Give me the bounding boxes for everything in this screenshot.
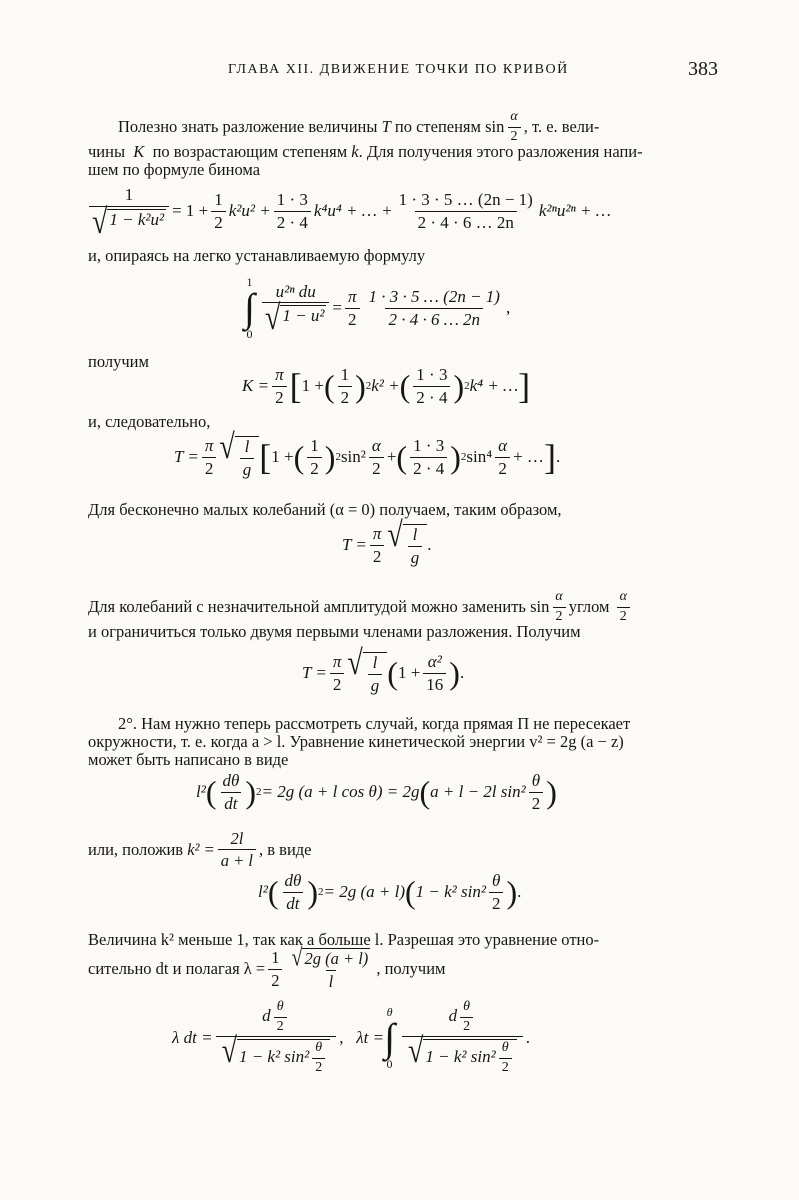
eq-term: k⁴u⁴ + … + [313,201,393,221]
eq-term: 1 − k² sin² [238,1047,310,1067]
frac-num: 1 [340,365,350,384]
frac-num: 2l [230,829,244,848]
equation-T-approx [302,644,465,695]
paren-open: ( [396,439,408,476]
upper-limit: θ [386,1004,393,1019]
frac-num: 1 · 3 · 5 … (2n − 1) [368,286,500,306]
frac-num: θ [531,771,541,790]
frac-num: θ [463,999,471,1014]
bracket-close: ] [543,437,556,478]
frac-den: 2 [268,969,282,989]
chapter-header: ГЛАВА XII. ДВИЖЕНИЕ ТОЧКИ ПО КРИВОЙ [228,62,569,77]
equation-T-small [342,516,432,567]
frac-num: θ [315,1040,323,1056]
radical-sign: √ [219,428,235,467]
frac-num: α [619,589,627,604]
eq-term: sin² [340,447,366,467]
eq-term: T = [174,447,199,467]
eq-term: = 2g (a + l) [323,882,405,902]
para6-line2: и ограничиться только двумя первыми членами разложения. Получим [88,622,581,641]
frac-den: 2 [307,457,322,478]
frac-num: l [412,525,418,544]
fraction [268,949,282,989]
text-run: чины [88,142,126,161]
text-run: по возрастающим степеням [152,142,348,161]
para1-line1 [118,110,599,144]
sqrt [92,202,166,242]
sqrt [219,428,259,479]
frac-den: g [368,674,383,695]
text-run: , получим [376,959,446,979]
radicand [235,436,260,479]
frac-num: α [555,589,563,604]
frac-den: 2 [312,1058,325,1076]
eq-term: l² [196,782,206,802]
frac-den: 2 [529,792,544,813]
eq-term: 1 + [301,376,324,396]
eq-term: k² = [187,839,215,859]
text8-line [88,830,312,870]
frac-num: α [498,436,508,455]
radical-sign: √ [92,202,108,242]
eq-term: + [386,447,397,467]
lower-limit: 0 [246,327,253,341]
bracket-open: [ [259,437,272,478]
var-K: K [133,142,145,161]
fraction [617,590,630,624]
frac-num: 1 [124,185,134,204]
frac-den: 16 [423,673,446,694]
frac-num: π [275,365,284,384]
frac-den: 2 [202,457,217,478]
fraction [330,653,345,694]
sqrt [291,944,370,972]
eq-term: k²ⁿu²ⁿ + … [538,201,611,221]
frac-num: π [372,524,382,543]
fraction [423,653,446,694]
paren-open: ( [293,439,305,476]
eq-term: 1 − k² sin² [415,882,486,902]
eq-term: λ dt = [172,1027,213,1047]
fraction [402,1000,523,1076]
text-run: по степеням [394,117,481,137]
eq-term: , [505,298,511,317]
text-line: и, следовательно, [88,412,211,431]
fraction [272,366,287,407]
text-run: , в виде [258,839,312,859]
frac-den: 2 [370,545,385,566]
fraction [368,654,383,695]
frac-den: g [240,458,255,479]
frac-den [216,1032,337,1076]
sqrt [347,644,387,695]
sin-fn: sin [530,597,550,617]
eq-term: + … [513,447,544,467]
radical-sign: √ [387,516,403,555]
fraction [460,1000,473,1034]
upper-limit: 1 [246,275,253,289]
frac-num: 1 [214,190,223,210]
text-run: . Для получения этого разложения напи- [358,142,643,161]
radical-sign: √ [291,944,303,972]
paren-close: ) [355,368,366,405]
eq-term: sin⁴ [466,447,493,467]
eq-term: . [459,663,465,683]
frac-den: 2 [617,607,630,625]
fraction [366,288,503,329]
eq-term: . [555,447,561,467]
fraction [408,526,423,567]
eq-term: . [517,882,522,902]
frac-num [288,944,373,972]
integral-sign [384,1006,395,1070]
frac-num: α² [427,652,442,671]
frac-den: 2 [345,308,360,329]
radical-sign: √ [408,1032,424,1072]
eq-term: k²u² + [228,201,271,221]
frac-den: 2 · 4 [413,386,450,407]
paren-open: ( [399,368,411,405]
frac-den: a + l [218,849,256,869]
frac-num: θ [276,999,284,1014]
fraction [370,525,385,566]
eq-term: λt = [356,1027,385,1047]
frac-num: 1 · 3 [416,365,448,384]
equation-energy-k [258,872,521,913]
frac-den: 2 [508,127,521,145]
bracket-open: [ [289,366,302,407]
para7-line2: окружности, т. е. когда a > l. Уравнение кинетической энергии v² = 2g (a − z) [88,732,624,751]
frac-den: 2 [274,1017,287,1035]
page-number: 383 [688,58,718,80]
radical-sign: √ [221,1032,237,1072]
eq-term: , [339,1027,344,1047]
fraction [219,772,242,813]
fraction [281,872,304,913]
paren-close: ) [307,874,318,911]
frac-den [262,299,329,339]
frac-den: 2 [495,457,510,478]
paren-open: ( [419,774,431,811]
frac-num [259,1000,293,1036]
exponent: 2 [460,451,467,464]
radicand: 2g (a + l) [304,949,369,968]
frac-num: 1 · 3 [413,436,445,455]
paren-close: ) [546,774,557,811]
frac-den: 2 [338,386,353,407]
radicand [403,524,428,567]
radicand: 1 − u² [280,305,326,333]
fraction [529,772,544,813]
frac-num: α [371,436,381,455]
frac-den: g [408,546,423,567]
exponent: 2 [335,451,341,464]
eq-term: a + l − 2l sin² [430,782,526,802]
fraction [218,830,256,870]
fraction [552,590,565,624]
paren-close: ) [449,655,460,692]
frac-den: dt [283,892,302,913]
frac-num: π [348,286,357,306]
para9-line2 [88,944,446,991]
text-run: , т. е. вели- [523,117,600,137]
text-run: углом [568,597,610,617]
paren-open: ( [267,874,279,911]
frac-den: 2 [330,673,345,694]
fraction [338,366,353,407]
fraction [410,437,447,478]
fraction [202,437,217,478]
frac-den: 2 · 4 · 6 … 2n [385,308,483,329]
eq-term: = [332,298,343,317]
para1-line3: шем по формуле бинома [88,160,261,179]
radicand: 1 − k²u² [107,209,166,237]
eq-term: 1 − k² sin² [425,1047,496,1067]
fraction [216,1000,337,1076]
frac-num: π [332,652,342,671]
frac-num: dθ [284,871,302,890]
integral-icon: ∫ [384,1014,396,1060]
frac-den: 2 [460,1017,473,1035]
paren-open: ( [205,774,217,811]
sin-fn: sin [485,117,505,137]
frac-num: 1 · 3 · 5 … (2n − 1) [398,190,533,210]
eq-term: = 2g (a + l cos θ) = 2g [261,782,420,802]
radical-sign: √ [264,299,281,339]
eq-term: 1 + [271,447,294,467]
frac-den: 2 · 4 · 6 … 2n [415,211,517,232]
fraction [211,191,226,232]
paren-close: ) [245,774,256,811]
fraction [312,1041,325,1075]
fraction [396,191,536,232]
frac-num: l [372,653,378,672]
para9-line1: Величина k² меньше 1, так как a больше l. Разрешая это уравнение отно- [88,930,600,949]
frac-den [402,1032,523,1076]
eq-term: k⁴ + … [469,376,519,396]
eq-term: . [525,1027,530,1047]
exponent: 2 [318,886,324,899]
text-line: получим [88,352,149,371]
eq-term: T = [342,535,367,555]
fraction [413,366,450,407]
frac-den: 2 [489,892,504,913]
paren-close: ) [450,439,461,476]
frac-num: dθ [222,771,240,790]
sqrt [408,1032,517,1076]
fraction [499,1041,512,1075]
equation-lambda [172,1000,530,1076]
frac-den: 2 · 4 [410,457,447,478]
lower-limit: 0 [386,1056,393,1071]
equation-K [242,366,530,407]
integral-icon: ∫ [244,285,255,330]
frac-num: 1 [310,436,319,455]
frac-den: 2 [211,211,226,232]
fraction [495,437,510,478]
fraction [307,437,322,478]
paren-close: ) [453,368,465,405]
equation-binomial [86,185,611,242]
frac-den: 2 [553,607,566,625]
var-T: T [381,117,391,137]
eq-term: K = [242,376,270,396]
fraction [274,191,311,232]
exponent: 2 [464,380,470,393]
fraction [288,944,373,991]
text-line: Для бесконечно малых колебаний (α = 0) получаем, таким образом, [88,500,562,519]
para1-line2 [88,142,643,162]
fraction [240,438,255,479]
frac-num: θ [492,871,501,890]
radicand [363,652,388,695]
frac-num: 1 · 3 [276,190,308,210]
var-k: k [351,142,359,161]
exponent: 2 [365,380,372,393]
equation-integral [244,276,510,340]
frac-den [89,202,169,242]
frac-den: l [326,970,337,990]
sqrt [264,299,326,339]
frac-num: l [244,437,250,456]
paren-open: ( [405,874,416,911]
eq-term: l² [258,882,268,902]
text-run: сительно dt и полагая λ = [88,959,266,979]
text-run: или, положив [88,839,184,859]
eq-term: d [262,1006,271,1026]
eq-term: T = [302,663,327,683]
frac-den: dt [221,792,240,813]
paren-close: ) [506,874,518,911]
paren-open: ( [323,368,335,405]
eq-term: 1 + [397,663,421,683]
radicand [423,1039,516,1075]
paren-close: ) [324,439,336,476]
para7-line1: 2°. Нам нужно теперь рассмотреть случай, когда прямая П не пересекает [118,714,631,733]
fraction [274,1000,287,1034]
radicand [237,1039,330,1075]
fraction [89,185,169,242]
frac-den: 2 [369,457,384,478]
sqrt [221,1032,331,1076]
eq-term: . [427,535,432,555]
fraction [489,872,504,913]
eq-term: = 1 + [172,201,209,221]
para6-line1 [88,590,633,624]
paren-open: ( [387,655,398,692]
sqrt [387,516,427,567]
frac-num: α [510,109,518,124]
eq-term: d [448,1006,458,1026]
frac-num: θ [501,1040,509,1056]
frac-den: 2 · 4 [274,211,311,232]
fraction [507,110,520,144]
text-run: Для колебаний с незначительной амплитудой можно заменить [88,597,526,617]
bracket-close: ] [518,366,531,407]
radical-sign: √ [347,644,363,683]
eq-term: k² + [371,376,400,396]
text-line: и, опираясь на легко устанавливаемую формулу [88,246,426,265]
frac-num [446,1000,480,1036]
frac-num: u²ⁿ du [275,281,316,301]
fraction [345,288,360,329]
equation-energy [196,772,557,813]
frac-num: 1 [271,948,280,968]
exponent: 2 [256,786,262,799]
frac-den: 2 [499,1058,512,1076]
fraction [369,437,384,478]
frac-den: 2 [272,386,287,407]
frac-num: π [204,436,214,455]
para7-line3: может быть написано в виде [88,750,289,769]
integral-sign [244,276,255,340]
equation-T-series [174,428,561,479]
text-run: Полезно знать разложение величины [118,117,378,137]
fraction [262,281,329,339]
